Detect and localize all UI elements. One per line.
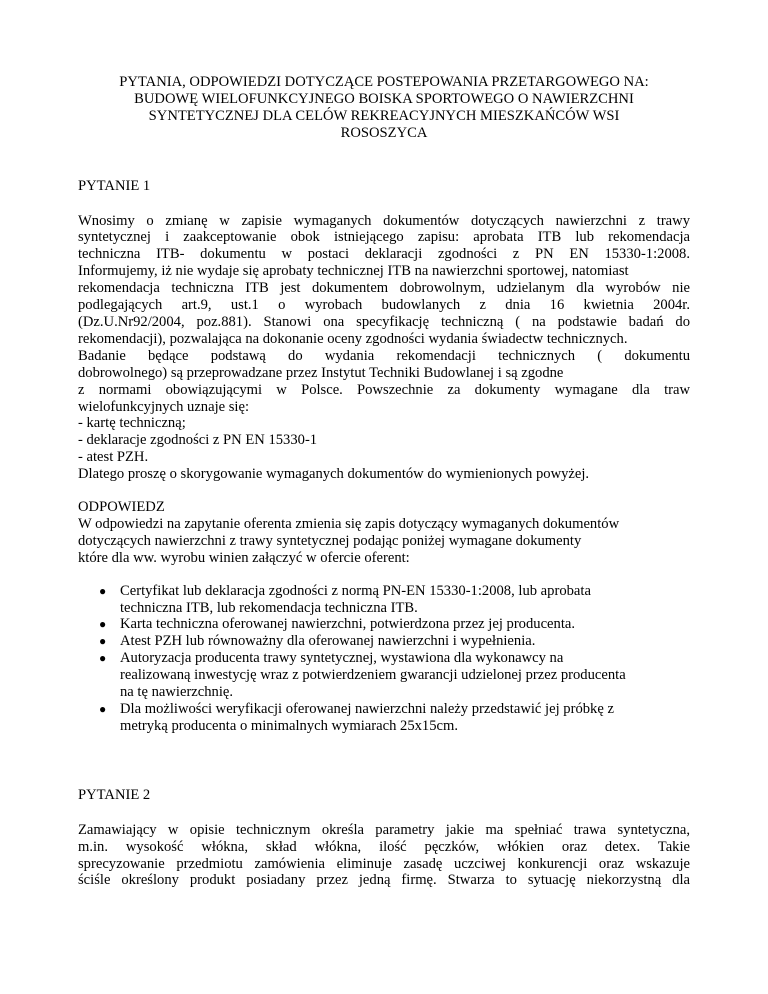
title-line: BUDOWĘ WIELOFUNKCYJNEGO BOISKA SPORTOWEGO O NAWIERZCHNI: [134, 90, 634, 107]
answer-1-heading: ODPOWIEDZ: [78, 499, 165, 516]
list-item-line: Karta techniczna oferowanej nawierzchni, potwierdzona przez jej producenta.: [120, 616, 576, 633]
text-line: rekomendacja techniczna ITB jest dokumentem dobrowolnym, udzielanym dla wyrobów nie: [78, 280, 690, 297]
text-line: - kartę techniczną;: [78, 415, 186, 432]
bullet-icon: ●: [99, 634, 107, 649]
question-2-text: [78, 822, 690, 890]
document-title: [78, 74, 690, 142]
list-item-line: realizowaną inwestycję wraz z potwierdzeniem gwarancji udzielonej przez producenta: [120, 667, 626, 684]
required-documents-list: [78, 583, 690, 735]
text-line: wielofunkcyjnych uznaje się:: [78, 398, 250, 415]
text-line: rekomendacji), pozwalająca na dokonanie oceny zgodności wydania świadectw technicznych.: [78, 330, 628, 347]
list-item-line: Atest PZH lub równoważny dla oferowanej nawierzchni i wypełnienia.: [120, 633, 536, 650]
bullet-icon: ●: [99, 702, 107, 716]
text-line: Zamawiający w opisie technicznym określa parametry jakie ma spełniać trawa syntetyczna,: [78, 821, 690, 838]
question-1-text: [78, 213, 690, 484]
text-line: dobrowolnego) są przeprowadzane przez Instytut Techniki Budowlanej i są zgodne: [78, 364, 564, 381]
text-line: - deklaracje zgodności z PN EN 15330-1: [78, 432, 318, 449]
list-item: [78, 583, 690, 617]
text-line: - atest PZH.: [78, 449, 149, 466]
question-2-heading: PYTANIE 2: [78, 786, 151, 803]
text-line: m.in. wysokość włókna, skład włókna, ilość pęczków, włókien oraz detex. Takie: [78, 838, 690, 855]
list-item: [78, 633, 690, 650]
document-page: [78, 74, 690, 889]
question-1-heading: PYTANIE 1: [78, 177, 151, 194]
list-item: [78, 701, 690, 735]
text-line: dotyczących nawierzchni z trawy syntetycznej podając poniżej wymagane dokumenty: [78, 532, 582, 549]
text-line: sprecyzowanie przedmiotu zamówienia eliminuje zasadę uczciwej konkurencji oraz wskazuje: [78, 855, 690, 872]
title-line: SYNTETYCZNEJ DLA CELÓW REKREACYJNYCH MIESZKAŃCÓW WSI: [148, 107, 620, 124]
text-line: syntetycznej i zaakceptowanie obok istniejącego zapisu: aprobata ITB lub rekomendacja: [78, 229, 690, 246]
title-line: PYTANIA, ODPOWIEDZI DOTYCZĄCE POSTEPOWANIA PRZETARGOWEGO NA:: [119, 74, 649, 90]
list-item-line: Certyfikat lub deklaracja zgodności z normą PN-EN 15330-1:2008, lub aprobata: [120, 582, 591, 599]
list-item-line: Dla możliwości weryfikacji oferowanej nawierzchni należy przedstawić jej próbkę z: [120, 701, 614, 717]
list-item: [78, 650, 690, 701]
bullet-icon: ●: [99, 583, 107, 598]
list-item-line: na tę nawierzchnię.: [120, 684, 234, 701]
text-line: techniczna ITB- dokumentu w postaci deklaracji zgodności z PN EN 15330-1:2008.: [78, 246, 690, 263]
bullet-icon: ●: [99, 617, 107, 632]
title-line: ROSOSZYCA: [340, 124, 428, 141]
text-line: podlegających art.9, ust.1 o wyrobach budowlanych z dnia 16 kwietnia 2004r.: [78, 297, 690, 314]
text-line: ściśle określony produkt posiadany przez jedną firmę. Stwarza to sytuację niekorzystną dla: [78, 872, 690, 889]
text-line: (Dz.U.Nr92/2004, poz.881). Stanowi ona specyfikację techniczną ( na podstawie badań do: [78, 313, 690, 330]
list-item-line: Autoryzacja producenta trawy syntetycznej, wystawiona dla wykonawcy na: [120, 650, 564, 667]
text-line: Badanie będące podstawą do wydania rekomendacji technicznych ( dokumentu: [78, 347, 690, 364]
text-line: które dla ww. wyrobu winien załączyć w ofercie oferent:: [78, 549, 410, 566]
answer-1-text: [78, 516, 690, 567]
list-item-line: metryką producenta o minimalnych wymiarach 25x15cm.: [120, 717, 458, 734]
text-line: W odpowiedzi na zapytanie oferenta zmienia się zapis dotyczący wymaganych dokumentów: [78, 515, 620, 532]
text-line: Wnosimy o zmianę w zapisie wymaganych dokumentów dotyczących nawierzchni z trawy: [78, 212, 690, 229]
text-line: Dlatego proszę o skorygowanie wymaganych dokumentów do wymienionych powyżej.: [78, 466, 590, 483]
list-item-line: techniczna ITB, lub rekomendacja techniczna ITB.: [120, 599, 418, 616]
text-line: Informujemy, iż nie wydaje się aprobaty technicznej ITB na nawierzchni sportowej, natomiast: [78, 263, 629, 280]
list-item: [78, 616, 690, 633]
bullet-icon: ●: [99, 651, 107, 666]
text-line: z normami obowiązującymi w Polsce. Powszechnie za dokumenty wymagane dla traw: [78, 381, 690, 398]
